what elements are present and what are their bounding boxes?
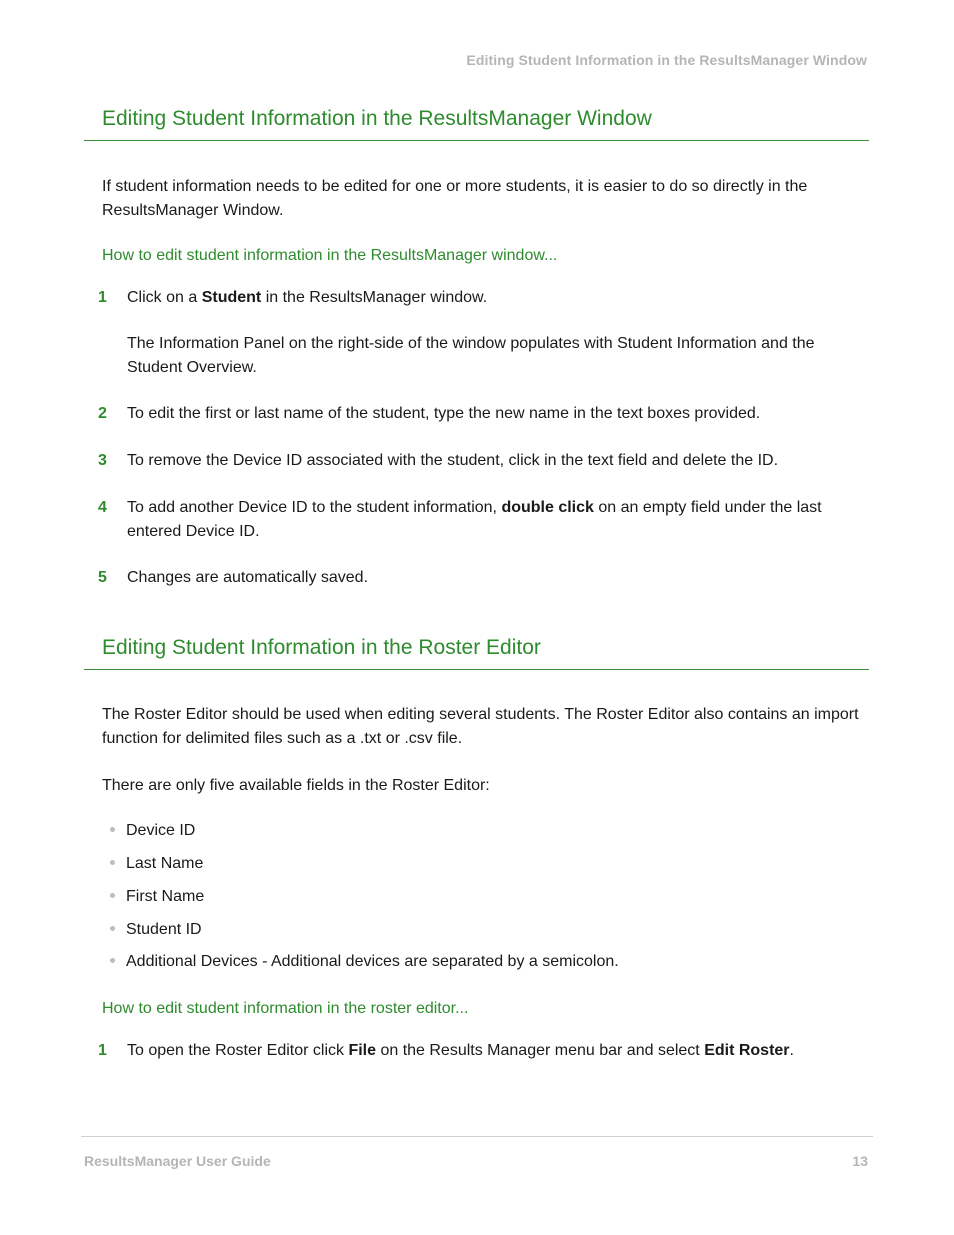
step-text-part: in the ResultsManager window.	[261, 289, 488, 306]
list-item	[110, 853, 203, 875]
section2-intro: The Roster Editor should be used when editing several students. The Roster Editor also contains an import function for delimited files such as a .txt or .csv file.	[102, 706, 859, 747]
roster-step-1	[98, 1039, 858, 1063]
step-text-bold: Edit Roster	[704, 1042, 790, 1059]
list-item-text: Additional Devices - Additional devices are separated by a semicolon.	[126, 953, 619, 970]
section-title: Editing Student Information in the Roster Editor	[84, 635, 869, 670]
page-number: 13	[852, 1153, 868, 1169]
step-text: To edit the first or last name of the student, type the new name in the text boxes provided.	[127, 405, 761, 422]
step-text-part: on the Results Manager menu bar and select	[376, 1042, 705, 1059]
step-3	[98, 449, 858, 473]
footer-divider	[81, 1136, 873, 1137]
step-number: 3	[98, 452, 107, 469]
running-header: Editing Student Information in the ResultsManager Window	[466, 52, 867, 68]
section-title: Editing Student Information in the ResultsManager Window	[84, 106, 869, 141]
list-item-text: Device ID	[126, 822, 196, 839]
step-4	[98, 496, 858, 543]
step-text	[127, 1039, 858, 1063]
list-item-text: Student ID	[126, 921, 202, 938]
step-number: 1	[98, 1042, 107, 1059]
list-item	[110, 951, 619, 973]
bullet-icon	[110, 827, 115, 832]
section1-intro: If student information needs to be edited for one or more students, it is easier to do so directly in the ResultsManager Window.	[102, 178, 808, 219]
step-text-part: To add another Device ID to the student information,	[127, 499, 502, 516]
step-note-text: The Information Panel on the right-side of the window populates with Student Information and the Student Overview.	[127, 335, 815, 376]
step-number: 1	[98, 289, 107, 306]
step-number: 4	[98, 499, 107, 516]
bullet-icon	[110, 860, 115, 865]
step-1	[98, 286, 858, 310]
step-text-bold: File	[348, 1042, 376, 1059]
section2-fields-intro: There are only five available fields in the Roster Editor:	[102, 777, 490, 794]
step-1-note	[98, 332, 858, 379]
list-item	[110, 919, 202, 941]
step-text	[127, 286, 858, 310]
step-5	[98, 566, 858, 590]
step-text-part: on an empty field under the last entered Device ID.	[127, 499, 822, 540]
step-text-part: Click on a	[127, 289, 202, 306]
section2-howto-heading: How to edit student information in the roster editor...	[102, 1000, 469, 1017]
footer-guide-title: ResultsManager User Guide	[84, 1153, 271, 1169]
section-resultsmanager	[84, 106, 869, 141]
step-text-part: .	[789, 1042, 794, 1059]
step-text-bold: double click	[501, 499, 594, 516]
step-text: To remove the Device ID associated with the student, click in the text field and delete the ID.	[127, 452, 779, 469]
section-roster-editor	[84, 635, 869, 670]
step-text	[127, 496, 858, 543]
step-text: Changes are automatically saved.	[127, 569, 369, 586]
list-item-text: First Name	[126, 888, 205, 905]
step-text-part: To open the Roster Editor click	[127, 1042, 349, 1059]
bullet-icon	[110, 926, 115, 931]
list-item	[110, 820, 195, 842]
list-item-text: Last Name	[126, 855, 204, 872]
step-2	[98, 402, 858, 426]
section1-howto-heading: How to edit student information in the ResultsManager window...	[102, 247, 558, 264]
step-text-bold: Student	[201, 289, 262, 306]
bullet-icon	[110, 958, 115, 963]
step-number: 5	[98, 569, 107, 586]
bullet-icon	[110, 893, 115, 898]
list-item	[110, 886, 204, 908]
step-number: 2	[98, 405, 107, 422]
